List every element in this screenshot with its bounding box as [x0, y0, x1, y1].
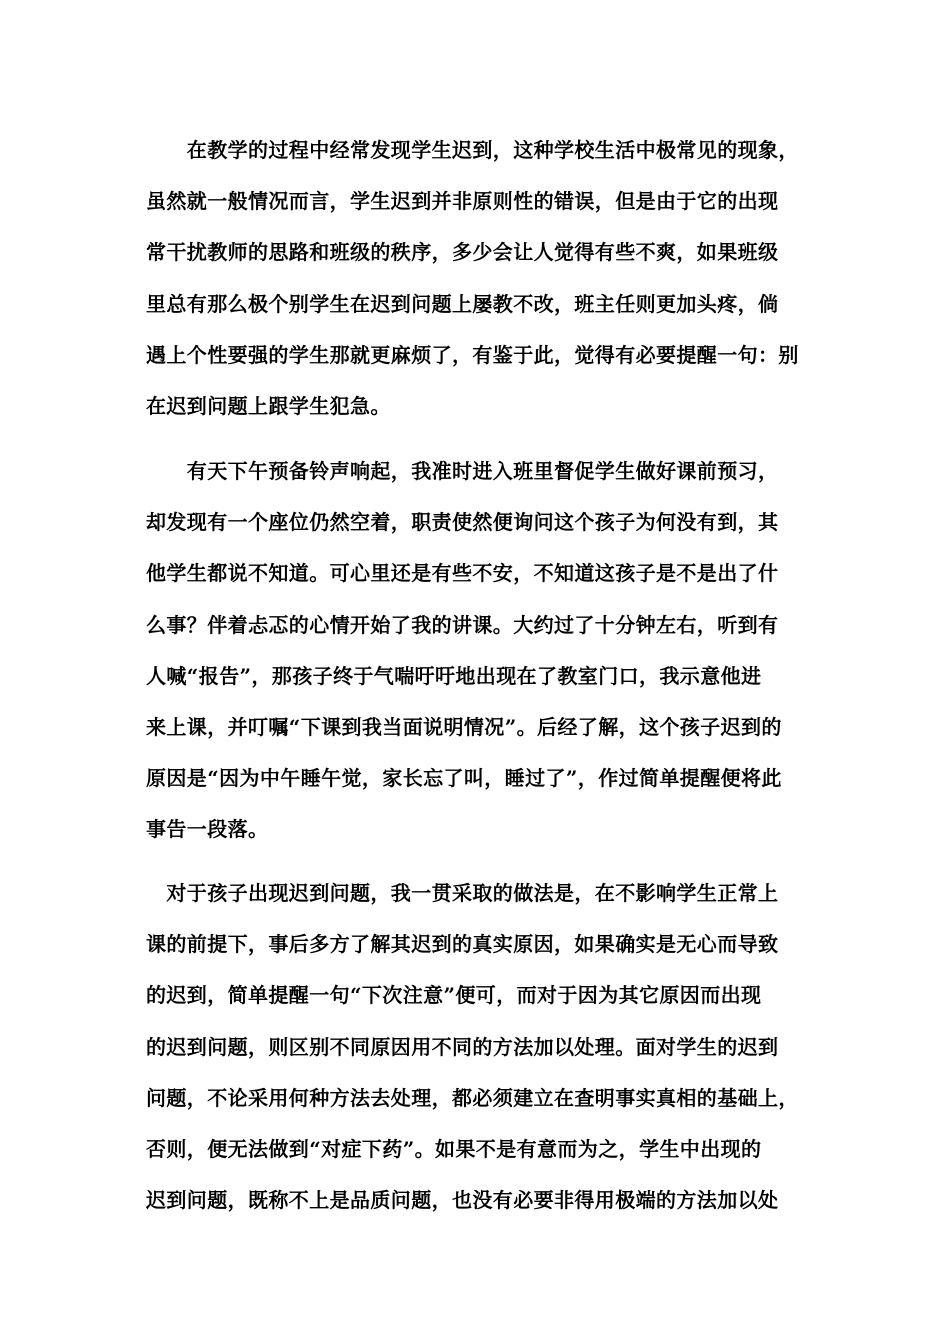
text-line: 否则，便无法做到“对症下药”。如果不是有意而为之，学生中出现的: [146, 1136, 762, 1161]
text-line: 迟到问题，既称不上是品质问题，也没有必要非得用极端的方法加以处: [146, 1188, 779, 1213]
paragraph-2: [146, 446, 816, 856]
text-line: 对于孩子出现迟到问题，我一贯采取的做法是，在不影响学生正常上: [146, 881, 779, 905]
text-line: 课的前提下，事后多方了解其迟到的真实原因，如果确实是无心而导致: [146, 932, 779, 957]
text-line: 遇上个性要强的学生那就更麻烦了，有鉴于此，觉得有必要提醒一句：别: [146, 342, 799, 367]
text-line: 常干扰教师的思路和班级的秩序，多少会让人觉得有些不爽，如果班级: [146, 240, 779, 265]
text-line: 虽然就一般情况而言，学生迟到并非原则性的错误，但是由于它的出现: [146, 189, 779, 214]
text-line: 的迟到问题，则区别不同原因用不同的方法加以处理。面对学生的迟到: [146, 1034, 779, 1059]
text-line: 么事？伴着忐忑的心情开始了我的讲课。大约过了十分钟左右，听到有: [146, 612, 779, 637]
text-line: 问题，不论采用何种方法去处理，都必须建立在查明事实真相的基础上，: [146, 1085, 799, 1110]
text-line: 有天下午预备铃声响起，我准时进入班里督促学生做好课前预习，: [146, 459, 779, 483]
text-line: 的迟到，简单提醒一句“下次注意”便可，而对于因为其它原因而出现: [146, 983, 762, 1008]
text-line: 来上课，并叮嘱“下课到我当面说明情况”。后经了解，这个孩子迟到的: [146, 714, 782, 739]
paragraph-3: [146, 868, 816, 1226]
text-line: 他学生都说不知道。可心里还是有些不安，不知道这孩子是不是出了什: [146, 561, 779, 586]
text-line: 在教学的过程中经常发现学生迟到，这种学校生活中极常见的现象，: [146, 138, 799, 162]
paragraph-1: [146, 125, 816, 432]
text-line: 里总有那么极个别学生在迟到问题上屡教不改，班主任则更加头疼，倘: [146, 291, 779, 316]
text-line: 人喊“报告”，那孩子终于气喘吁吁地出现在了教室门口，我示意他进: [146, 663, 762, 688]
text-line: 却发现有一个座位仍然空着，职责使然便询问这个孩子为何没有到，其: [146, 510, 779, 535]
text-line: 事告一段落。: [146, 817, 269, 842]
text-line: 在迟到问题上跟学生犯急。: [146, 393, 391, 418]
text-line: 原因是“因为中午睡午觉，家长忘了叫，睡过了”，作过简单提醒便将此: [146, 766, 782, 791]
